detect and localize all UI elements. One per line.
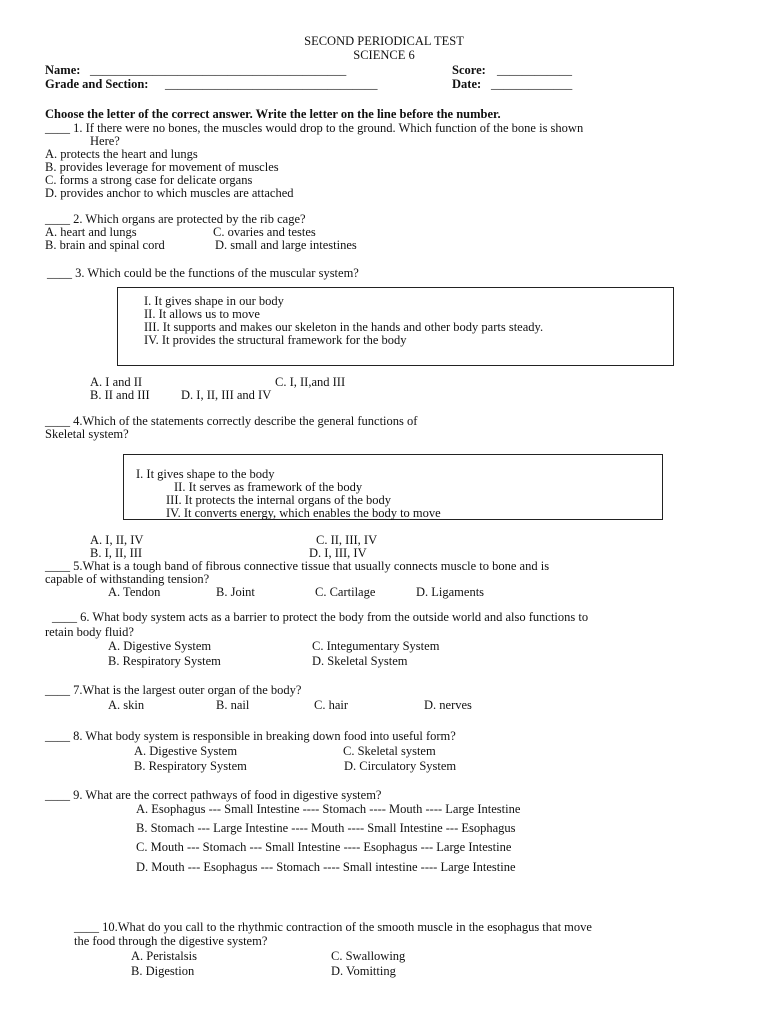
q4-option-d: D. I, III, IV: [309, 546, 367, 560]
q4-statement-3: III. It protects the internal organs of the body: [166, 493, 392, 507]
name-blank[interactable]: _________________________________________: [90, 63, 347, 77]
q6-option-d: D. Skeletal System: [312, 654, 408, 668]
q2-option-a: A. heart and lungs: [45, 225, 137, 239]
q4-option-c: C. II, III, IV: [316, 533, 378, 547]
q10-option-c: C. Swallowing: [331, 949, 406, 963]
q3-statement-1: I. It gives shape in our body: [144, 294, 284, 308]
q4-stem-cont: Skeletal system?: [45, 427, 129, 441]
q10-option-b: B. Digestion: [131, 964, 195, 978]
q5-option-d: D. Ligaments: [416, 585, 485, 599]
name-label: Name:: [45, 63, 81, 77]
q3-option-c: C. I, II,and III: [275, 375, 346, 389]
q6-option-b: B. Respiratory System: [108, 654, 221, 668]
q4-statement-2: II. It serves as framework of the body: [174, 480, 363, 494]
q3-stem: ____ 3. Which could be the functions of the muscular system?: [47, 266, 359, 280]
q5-stem: ____ 5.What is a tough band of fibrous connective tissue that usually connects muscle to bone and is: [45, 559, 550, 573]
q9-option-b: B. Stomach --- Large Intestine ---- Mouth ---- Small Intestine --- Esophagus: [136, 821, 516, 835]
instructions: Choose the letter of the correct answer. Write the letter on the line before the number.: [45, 107, 501, 121]
q8-option-c: C. Skeletal system: [343, 744, 436, 758]
q4-option-a: A. I, II, IV: [90, 533, 144, 547]
q2-option-b: B. brain and spinal cord: [45, 238, 165, 252]
grade-label: Grade and Section:: [45, 77, 149, 91]
q7-option-a: A. skin: [108, 698, 145, 712]
q3-option-b: B. II and III: [90, 388, 150, 402]
q2-option-d: D. small and large intestines: [215, 238, 357, 252]
q4-stem: ____ 4.Which of the statements correctly describe the general functions of: [45, 414, 418, 428]
q9-option-c: C. Mouth --- Stomach --- Small Intestine ---- Esophagus --- Large Intestine: [136, 840, 512, 854]
q8-stem: ____ 8. What body system is responsible in breaking down food into useful form?: [45, 729, 456, 743]
q8-option-d: D. Circulatory System: [344, 759, 457, 773]
date-label: Date:: [452, 77, 482, 91]
q4-statement-4: IV. It converts energy, which enables the body to move: [166, 506, 441, 520]
q6-stem: ____ 6. What body system acts as a barrier to protect the body from the outside world and also functions to: [52, 610, 589, 624]
test-title: SECOND PERIODICAL TEST: [304, 34, 464, 48]
q5-option-b: B. Joint: [216, 585, 255, 599]
q6-stem-cont: retain body fluid?: [45, 625, 134, 639]
q5-stem-cont: capable of withstanding tension?: [45, 572, 210, 586]
q5-option-a: A. Tendon: [108, 585, 161, 599]
q1-stem-cont: Here?: [90, 134, 120, 148]
q4-option-b: B. I, II, III: [90, 546, 143, 560]
score-label: Score:: [452, 63, 486, 77]
q6-option-a: A. Digestive System: [108, 639, 212, 653]
q1-option-a: A. protects the heart and lungs: [45, 147, 198, 161]
q8-option-a: A. Digestive System: [134, 744, 238, 758]
q7-option-d: D. nerves: [424, 698, 472, 712]
test-subject: SCIENCE 6: [353, 48, 415, 62]
q3-statement-4: IV. It provides the structural framework for the body: [144, 333, 407, 347]
q6-option-c: C. Integumentary System: [312, 639, 440, 653]
q7-option-b: B. nail: [216, 698, 250, 712]
q5-option-c: C. Cartilage: [315, 585, 376, 599]
q9-option-d: D. Mouth --- Esophagus --- Stomach ---- Small intestine ---- Large Intestine: [136, 860, 516, 874]
q1-stem: ____ 1. If there were no bones, the muscles would drop to the ground. Which function of the bone is shown: [45, 121, 584, 135]
q1-option-b: B. provides leverage for movement of muscles: [45, 160, 279, 174]
q2-stem: ____ 2. Which organs are protected by the rib cage?: [45, 212, 306, 226]
q1-option-c: C. forms a strong case for delicate organs: [45, 173, 253, 187]
q7-stem: ____ 7.What is the largest outer organ of the body?: [45, 683, 302, 697]
q9-stem: ____ 9. What are the correct pathways of food in digestive system?: [45, 788, 382, 802]
q10-stem-cont: the food through the digestive system?: [74, 934, 268, 948]
q9-option-a: A. Esophagus --- Small Intestine ---- Stomach ---- Mouth ---- Large Intestine: [136, 802, 521, 816]
q3-statement-3: III. It supports and makes our skeleton in the hands and other body parts steady.: [144, 320, 544, 334]
q10-option-d: D. Vomitting: [331, 964, 396, 978]
q10-stem: ____ 10.What do you call to the rhythmic contraction of the smooth muscle in the esophagus that move: [74, 920, 592, 934]
score-blank[interactable]: ____________: [497, 63, 572, 77]
q1-option-d: D. provides anchor to which muscles are attached: [45, 186, 294, 200]
q10-option-a: A. Peristalsis: [131, 949, 197, 963]
grade-blank[interactable]: __________________________________: [165, 77, 378, 91]
q3-option-d: D. I, II, III and IV: [181, 388, 272, 402]
q7-option-c: C. hair: [314, 698, 349, 712]
q8-option-b: B. Respiratory System: [134, 759, 247, 773]
q4-statement-1: I. It gives shape to the body: [136, 467, 275, 481]
q3-statement-2: II. It allows us to move: [144, 307, 260, 321]
q3-option-a: A. I and II: [90, 375, 143, 389]
date-blank[interactable]: _____________: [491, 77, 573, 91]
q2-option-c: C. ovaries and testes: [213, 225, 316, 239]
